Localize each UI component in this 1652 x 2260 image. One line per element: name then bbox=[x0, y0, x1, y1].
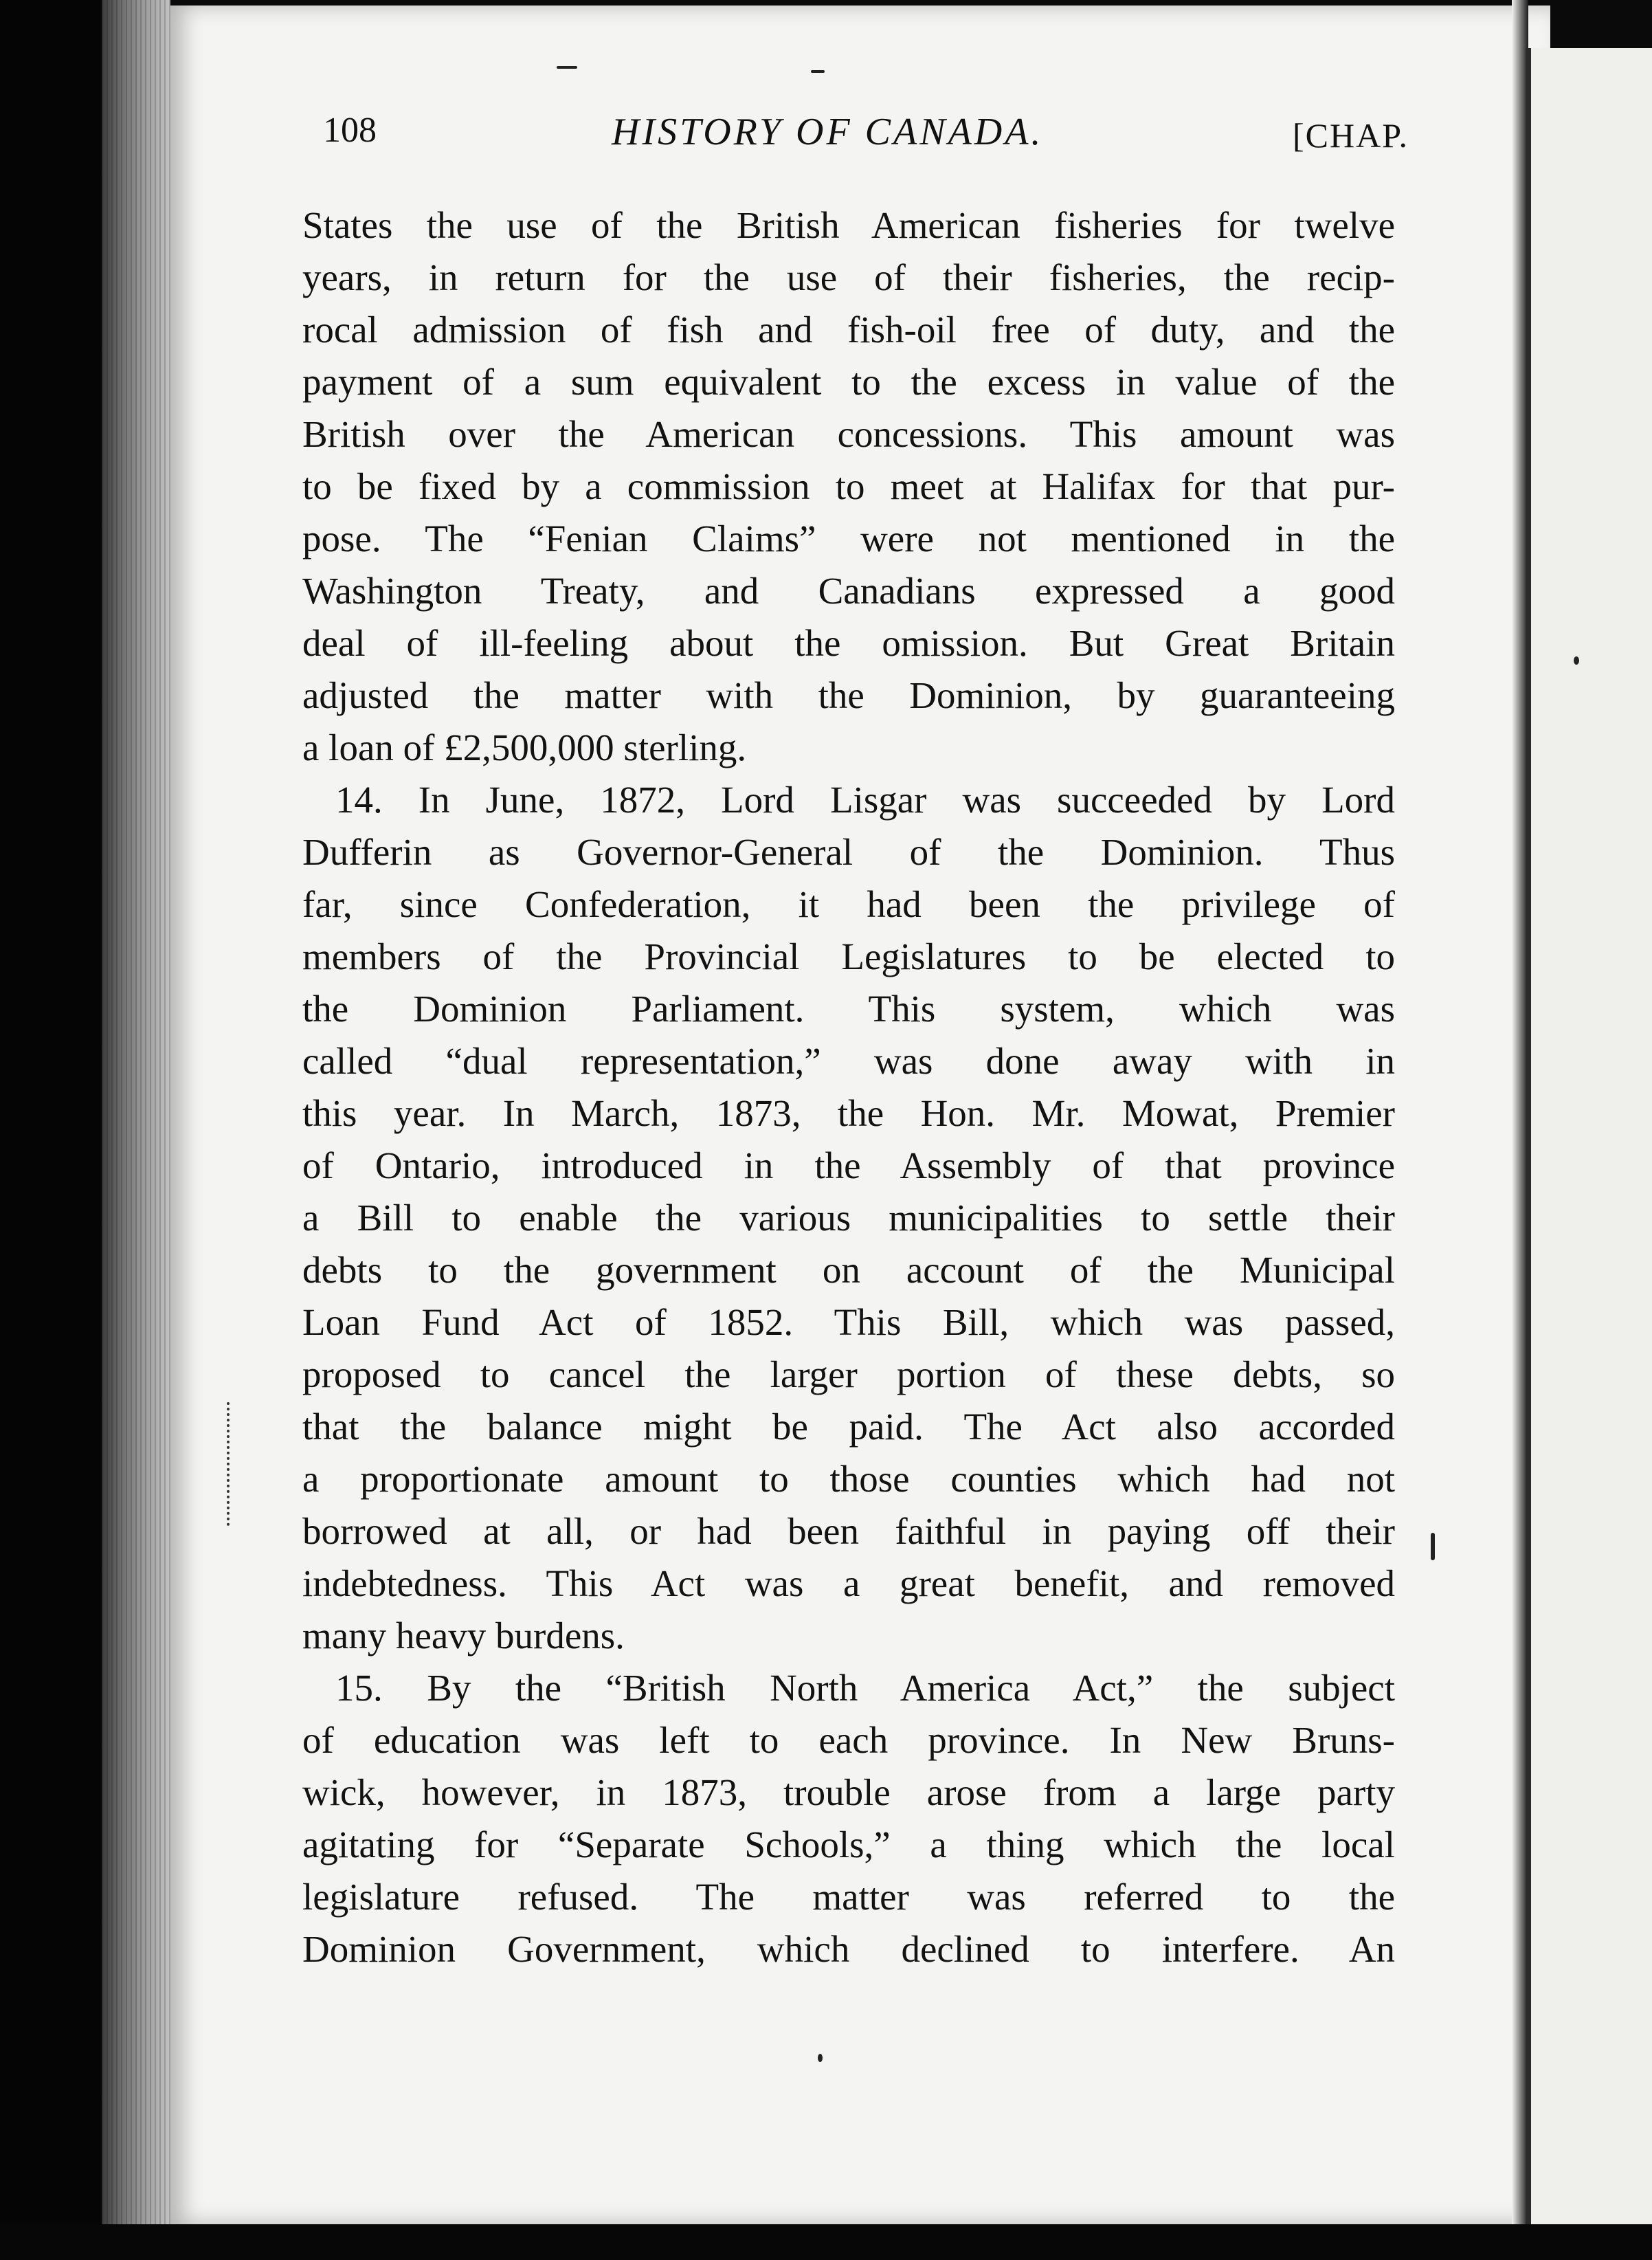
text-line: indebtedness. This Act was a great benefit, and removed bbox=[302, 1562, 1395, 1604]
text-line: this year. In March, 1873, the Hon. Mr. Mowat, Premier bbox=[302, 1092, 1395, 1134]
dust-speck bbox=[811, 70, 825, 73]
text-line: Washington Treaty, and Canadians expressed a good bbox=[302, 570, 1395, 612]
text-line: called “dual representation,” was done away with in bbox=[302, 1040, 1395, 1082]
facing-page-edge bbox=[1526, 48, 1652, 2260]
text-line: rocal admission of fish and fish-oil free of duty, and the bbox=[302, 309, 1395, 351]
paragraph-end-line: a loan of £2,500,000 sterling. bbox=[302, 727, 747, 768]
text-line: members of the Provincial Legislatures to be elected to bbox=[302, 935, 1395, 977]
text-line: Dominion Government, which declined to interfere. An bbox=[302, 1928, 1395, 1970]
text-line: the Dominion Parliament. This system, which was bbox=[302, 988, 1395, 1030]
text-line: of education was left to each province. In New Bruns- bbox=[302, 1719, 1395, 1761]
text-line: British over the American concessions. This amount was bbox=[302, 413, 1395, 455]
text-line: deal of ill-feeling about the omission. But Great Britain bbox=[302, 622, 1395, 664]
page-stack-edge bbox=[102, 0, 170, 2227]
text-line: a proportionate amount to those counties which had not bbox=[302, 1458, 1395, 1500]
paragraph-14-start: 14. In June, 1872, Lord Lisgar was succeeded by Lord bbox=[335, 779, 1395, 821]
text-line: that the balance might be paid. The Act also accorded bbox=[302, 1406, 1395, 1448]
text-line: payment of a sum equivalent to the excess in value of the bbox=[302, 361, 1395, 403]
body-text bbox=[302, 199, 1395, 1975]
dust-speck bbox=[557, 66, 577, 69]
dust-speck bbox=[1574, 656, 1579, 665]
text-line: a Bill to enable the various municipalities to settle their bbox=[302, 1197, 1395, 1239]
running-header bbox=[323, 103, 1409, 158]
text-line: far, since Confederation, it had been the privilege of bbox=[302, 883, 1395, 925]
text-line: proposed to cancel the larger portion of these debts, so bbox=[302, 1353, 1395, 1395]
text-line: borrowed at all, or had been faithful in paying off their bbox=[302, 1510, 1395, 1552]
text-line: debts to the government on account of the Municipal bbox=[302, 1249, 1395, 1291]
dust-speck bbox=[1431, 1533, 1435, 1560]
running-title: HISTORY OF CANADA. bbox=[612, 111, 1044, 153]
margin-ink-mark bbox=[227, 1402, 234, 1526]
text-line: agitating for “Separate Schools,” a thing which the local bbox=[302, 1824, 1395, 1865]
scan-bottom-margin bbox=[0, 2224, 1652, 2260]
text-line: years, in return for the use of their fisheries, the recip- bbox=[302, 256, 1395, 298]
text-line: States the use of the British American fisheries for twelve bbox=[302, 204, 1395, 246]
text-line: adjusted the matter with the Dominion, by guaranteeing bbox=[302, 674, 1395, 716]
text-line: Loan Fund Act of 1852. This Bill, which was passed, bbox=[302, 1301, 1395, 1343]
paragraph-15-start: 15. By the “British North America Act,” the subject bbox=[335, 1667, 1395, 1709]
paragraph-end-line: many heavy burdens. bbox=[302, 1615, 625, 1657]
text-line: Dufferin as Governor-General of the Dominion. Thus bbox=[302, 831, 1395, 873]
text-line: to be fixed by a commission to meet at Halifax for that pur- bbox=[302, 465, 1395, 507]
text-line: of Ontario, introduced in the Assembly of that province bbox=[302, 1144, 1395, 1186]
chapter-label: [CHAP. bbox=[1293, 116, 1409, 155]
text-line: pose. The “Fenian Claims” were not mentioned in the bbox=[302, 518, 1395, 560]
dust-speck bbox=[818, 2054, 823, 2062]
page-number: 108 bbox=[323, 111, 377, 150]
text-line: legislature refused. The matter was referred to the bbox=[302, 1876, 1395, 1918]
text-line: wick, however, in 1873, trouble arose from a large party bbox=[302, 1771, 1395, 1813]
